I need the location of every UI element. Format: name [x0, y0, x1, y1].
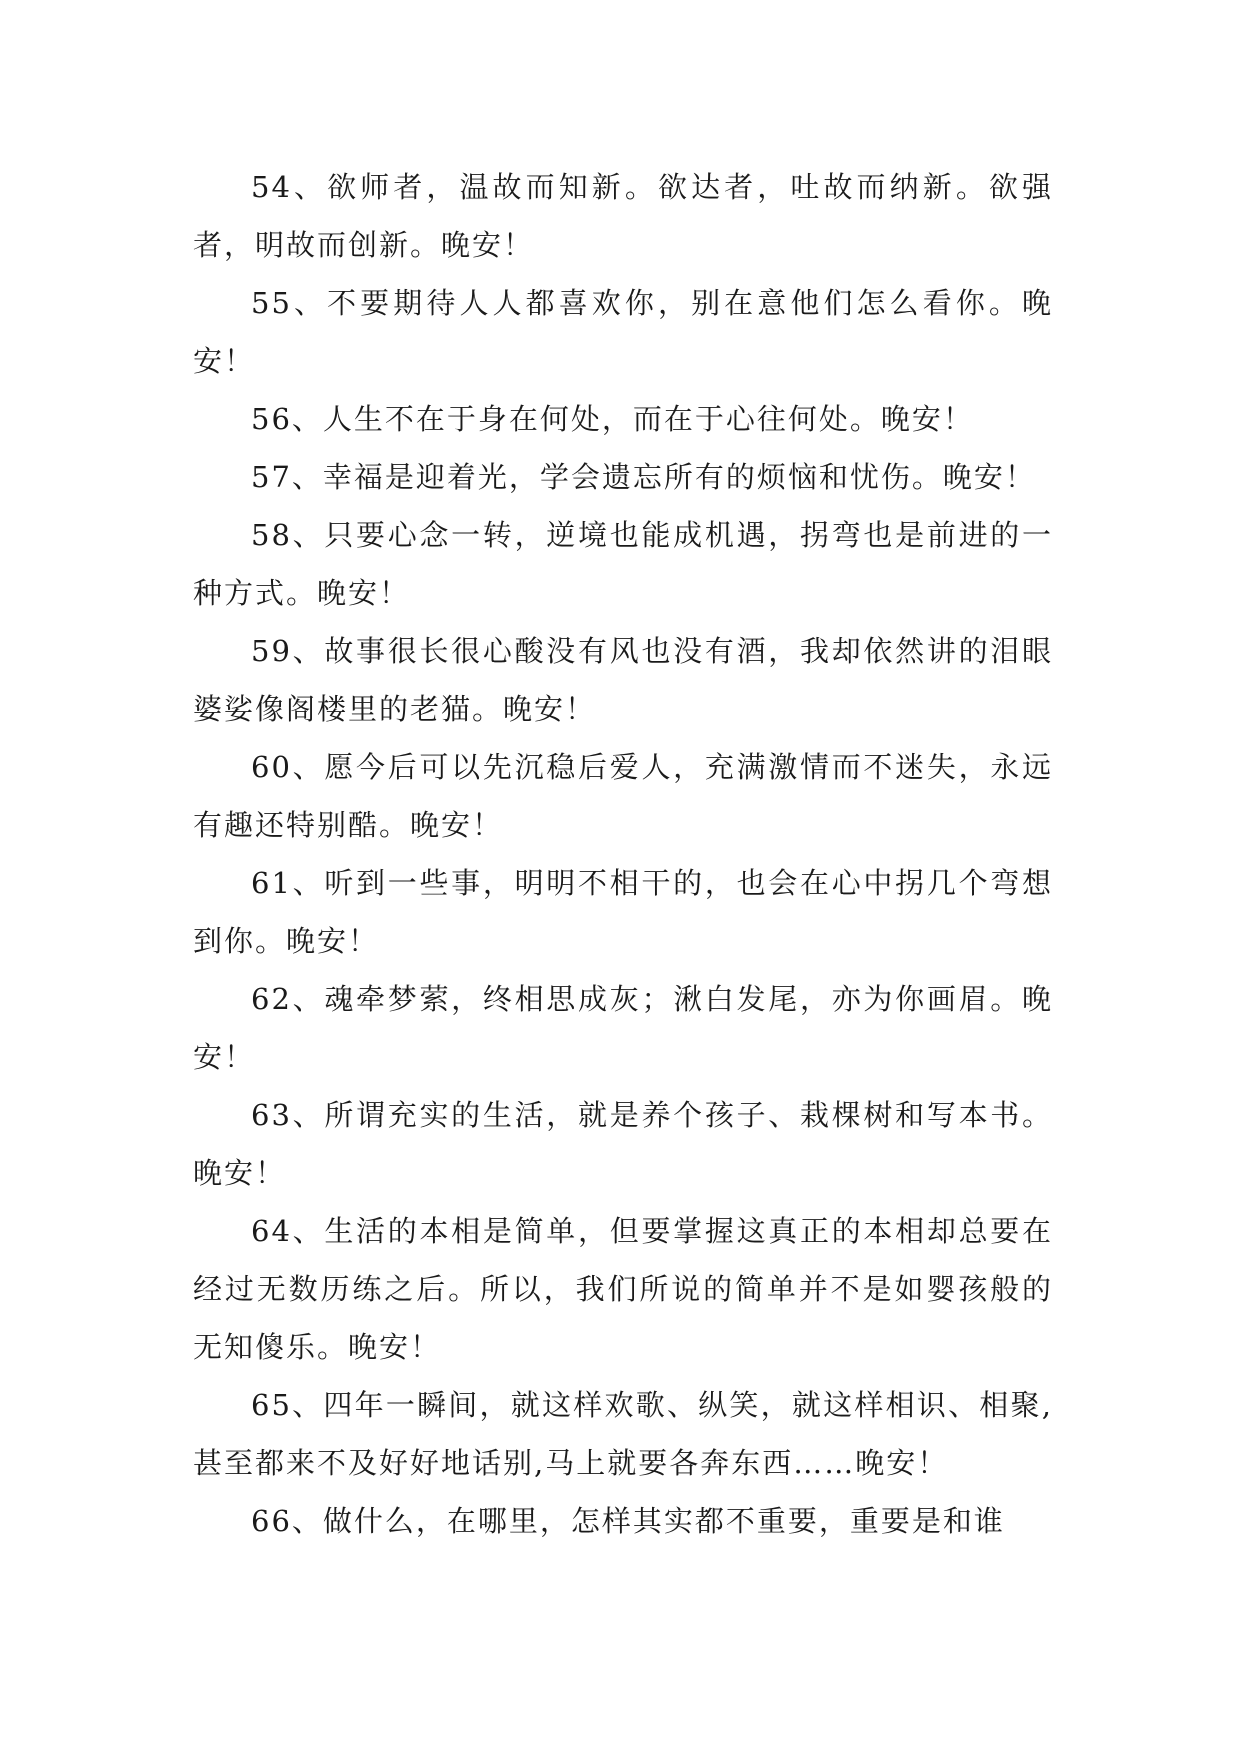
paragraph-55: 55、不要期待人人都喜欢你，别在意他们怎么看你。晚安！ [193, 286, 1053, 378]
paragraph-57: 57、幸福是迎着光，学会遗忘所有的烦恼和忧伤。晚安！ [251, 460, 1036, 494]
paragraph-64: 64、生活的本相是简单，但要掌握这真正的本相却总要在经过无数历练之后。所以，我们所说的简单并不是如婴孩般的无知傻乐。晚安！ [193, 1214, 1053, 1364]
paragraph-63: 63、所谓充实的生活，就是养个孩子、栽棵树和写本书。晚安！ [193, 1098, 1053, 1190]
paragraph-61: 61、听到一些事，明明不相干的，也会在心中拐几个弯想到你。晚安！ [193, 866, 1053, 958]
paragraph-62: 62、魂牵梦萦，终相思成灰；湫白发尾，亦为你画眉。晚安！ [193, 982, 1053, 1074]
paragraph-58: 58、只要心念一转，逆境也能成机遇，拐弯也是前进的一种方式。晚安！ [193, 518, 1053, 610]
paragraph-56: 56、人生不在于身在何处，而在于心往何处。晚安！ [251, 402, 974, 436]
paragraph-60: 60、愿今后可以先沉稳后爱人，充满激情而不迷失，永远有趣还特别酷。晚安！ [193, 750, 1053, 842]
paragraph-59: 59、故事很长很心酸没有风也没有酒，我却依然讲的泪眼婆娑像阁楼里的老猫。晚安！ [193, 634, 1053, 726]
paragraph-66: 66、做什么，在哪里，怎样其实都不重要，重要是和谁 [251, 1504, 1005, 1538]
paragraph-65: 65、四年一瞬间，就这样欢歌、纵笑，就这样相识、相聚,甚至都来不及好好地话别,马上就要各奔东西……晚安！ [193, 1388, 1053, 1480]
document-body [193, 158, 1053, 1550]
paragraph-54: 54、欲师者，温故而知新。欲达者，吐故而纳新。欲强者，明故而创新。晚安！ [193, 170, 1053, 262]
